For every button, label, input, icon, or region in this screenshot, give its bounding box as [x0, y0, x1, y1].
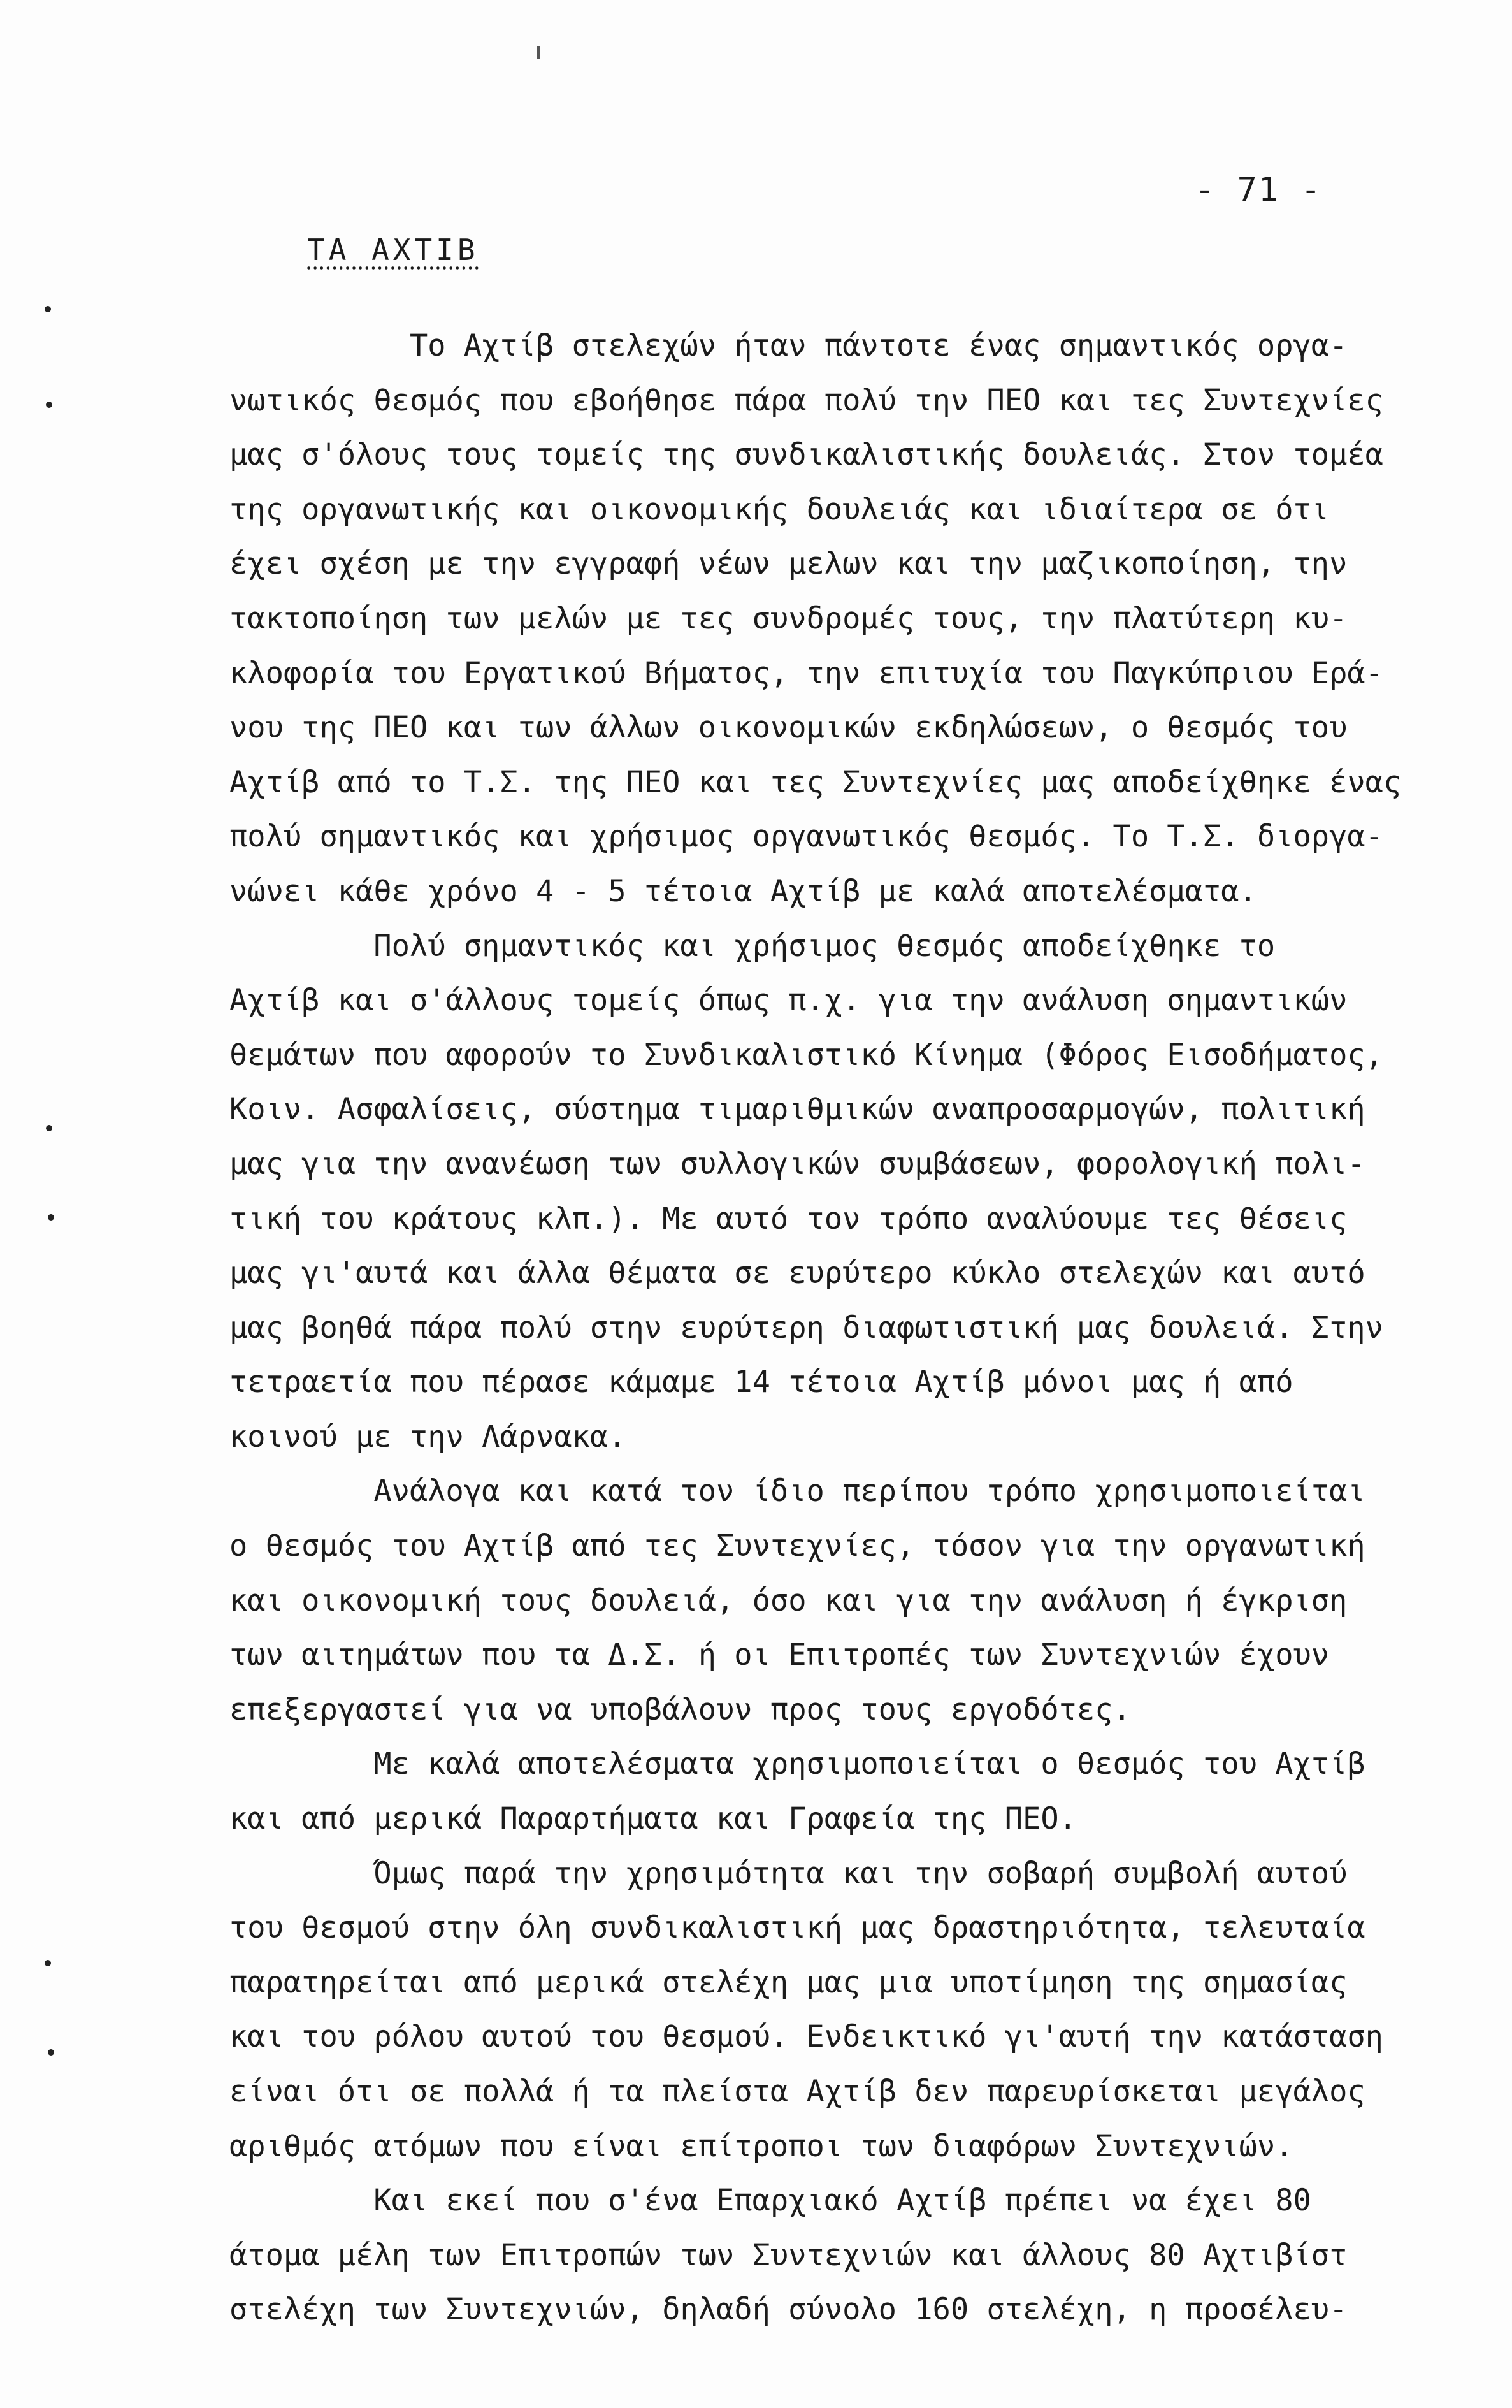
- text-line: μας βοηθά πάρα πολύ στην ευρύτερη διαφωτιστική μας δουλειά. Στην: [229, 1310, 1383, 1345]
- text-line: νώνει κάθε χρόνο 4 - 5 τέτοια Αχτίβ με καλά αποτελέσματα.: [229, 873, 1257, 909]
- text-line: κοινού με την Λάρνακα.: [229, 1419, 626, 1454]
- margin-dot: [45, 306, 51, 312]
- text-line: είναι ότι σε πολλά ή τα πλείστα Αχτίβ δεν παρευρίσκεται μεγάλος: [229, 2074, 1365, 2109]
- margin-dot: [48, 1214, 54, 1221]
- margin-dot: [46, 402, 52, 408]
- text-line: παρατηρείται από μερικά στελέχη μας μια υποτίμηση της σημασίας: [229, 1964, 1348, 2000]
- text-line: και από μερικά Παραρτήματα και Γραφεία της ΠΕΟ.: [229, 1801, 1077, 1837]
- text-line: μας σ'όλους τους τομείς της συνδικαλιστικής δουλειάς. Στον τομέα: [229, 437, 1383, 473]
- text-line: τική του κράτους κλπ.). Με αυτό τον τρόπο αναλύουμε τες θέσεις: [229, 1201, 1348, 1237]
- body-text: [229, 319, 1472, 2337]
- text-line: μας γι'αυτά και άλλα θέματα σε ευρύτερο κύκλο στελεχών και αυτό: [229, 1256, 1365, 1291]
- text-line: νου της ΠΕΟ και των άλλων οικονομικών εκδηλώσεων, ο θεσμός του: [229, 710, 1348, 746]
- text-line: νωτικός θεσμός που εβοήθησε πάρα πολύ την ΠΕΟ και τες Συντεχνίες: [229, 382, 1383, 418]
- text-line: Το Αχτίβ στελεχών ήταν πάντοτε ένας σημαντικός οργα-: [229, 328, 1348, 363]
- text-line: ο θεσμός του Αχτίβ από τες Συντεχνίες, τόσον για την οργανωτική: [229, 1528, 1365, 1564]
- text-line: Και εκεί που σ'ένα Επαρχιακό Αχτίβ πρέπει να έχει 80: [229, 2183, 1311, 2219]
- text-line: των αιτημάτων που τα Δ.Σ. ή οι Επιτροπές των Συντεχνιών έχουν: [229, 1637, 1330, 1673]
- text-line: και οικονομική τους δουλειά, όσο και για την ανάλυση ή έγκριση: [229, 1583, 1348, 1618]
- text-line: Πολύ σημαντικός και χρήσιμος θεσμός αποδείχθηκε το: [229, 928, 1276, 964]
- text-line: Αχτίβ από το Τ.Σ. της ΠΕΟ και τες Συντεχνίες μας αποδείχθηκε ένας: [229, 764, 1402, 800]
- scan-mark: [537, 46, 540, 59]
- text-line: και του ρόλου αυτού του θεσμού. Ενδεικτικό γι'αυτή την κατάσταση: [229, 2019, 1383, 2055]
- text-line: Ανάλογα και κατά τον ίδιο περίπου τρόπο χρησιμοποιείται: [229, 1474, 1365, 1509]
- text-line: μας για την ανανέωση των συλλογικών συμβάσεων, φορολογική πολι-: [229, 1146, 1365, 1182]
- margin-dot: [46, 1125, 52, 1131]
- text-line: πολύ σημαντικός και χρήσιμος οργανωτικός θεσμός. Το Τ.Σ. διοργα-: [229, 819, 1383, 855]
- text-line: Αχτίβ και σ'άλλους τομείς όπως π.χ. για την ανάλυση σημαντικών: [229, 983, 1348, 1019]
- text-line: Κοιν. Ασφαλίσεις, σύστημα τιμαριθμικών αναπροσαρμογών, πολιτική: [229, 1092, 1365, 1128]
- margin-dot: [45, 1960, 51, 1966]
- text-line: θεμάτων που αφορούν το Συνδικαλιστικό Κίνημα (Φόρος Εισοδήματος,: [229, 1037, 1383, 1073]
- text-line: τετραετία που πέρασε κάμαμε 14 τέτοια Αχτίβ μόνοι μας ή από: [229, 1365, 1293, 1400]
- text-line: της οργανωτικής και οικονομικής δουλειάς και ιδιαίτερα σε ότι: [229, 491, 1330, 527]
- text-line: άτομα μέλη των Επιτροπών των Συντεχνιών και άλλους 80 Αχτιβίστ: [229, 2237, 1348, 2273]
- text-line: στελέχη των Συντεχνιών, δηλαδή σύνολο 160 στελέχη, η προσέλευ-: [229, 2292, 1348, 2328]
- text-line: Με καλά αποτελέσματα χρησιμοποιείται ο θεσμός του Αχτίβ: [229, 1746, 1365, 1782]
- page-title: ΤΑ ΑΧΤΙΒ: [307, 233, 479, 267]
- margin-dot: [48, 2049, 54, 2056]
- text-line: έχει σχέση με την εγγραφή νέων μελων και την μαζικοποίηση, την: [229, 546, 1348, 582]
- text-line: Όμως παρά την χρησιμότητα και την σοβαρή συμβολή αυτού: [229, 1855, 1348, 1891]
- text-line: του θεσμού στην όλη συνδικαλιστική μας δραστηριότητα, τελευταία: [229, 1910, 1365, 1946]
- text-line: κλοφορία του Εργατικού Βήματος, την επιτυχία του Παγκύπριου Ερά-: [229, 655, 1383, 691]
- text-line: αριθμός ατόμων που είναι επίτροποι των διαφόρων Συντεχνιών.: [229, 2128, 1293, 2164]
- page-number: - 71 -: [1195, 171, 1322, 209]
- text-line: τακτοποίηση των μελών με τες συνδρομές τους, την πλατύτερη κυ-: [229, 600, 1348, 636]
- text-line: επεξεργαστεί για να υποβάλουν προς τους εργοδότες.: [229, 1692, 1131, 1727]
